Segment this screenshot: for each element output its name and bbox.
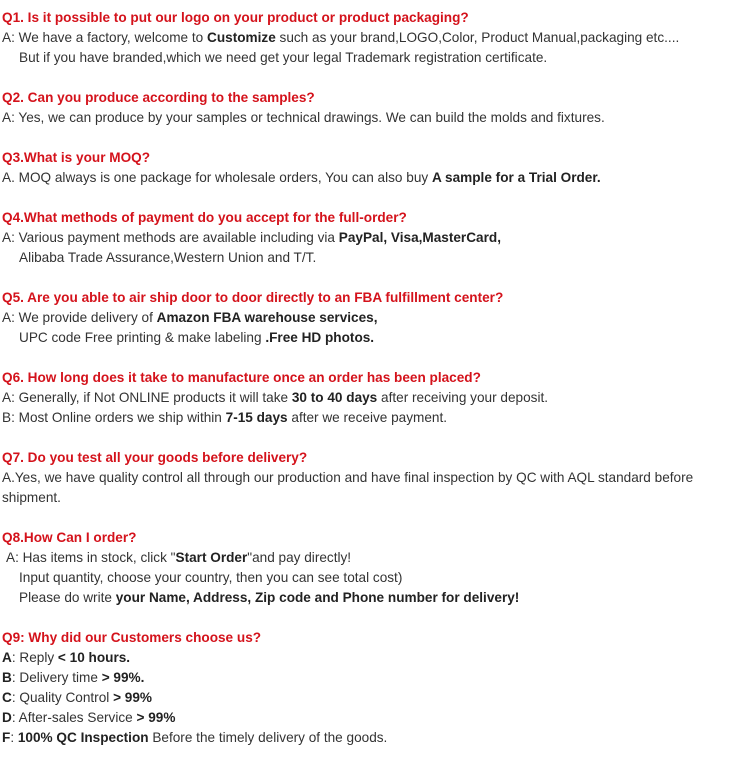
faq-question-7: Q7. Do you test all your goods before delivery? xyxy=(2,450,308,465)
faq-answer-9a xyxy=(2,648,748,668)
faq-answer-4a xyxy=(2,228,748,248)
faq-question-9: Q9: Why did our Customers choose us? xyxy=(2,630,262,645)
answer-text: : Reply xyxy=(11,650,58,665)
faq-answer-1b: But if you have branded,which we need get your legal Trademark registration certificate. xyxy=(19,50,548,65)
faq-answer-2a: A: Yes, we can produce by your samples or technical drawings. We can build the molds and fixtures. xyxy=(2,110,605,125)
faq-answer-8c xyxy=(2,588,748,608)
answer-text: UPC code Free printing & make labeling xyxy=(19,330,266,345)
faq-question-4: Q4.What methods of payment do you accept for the full-order? xyxy=(2,210,407,225)
faq-answer-8b: Input quantity, choose your country, then you can see total cost) xyxy=(19,570,403,585)
answer-text: such as your brand,LOGO,Color, Product Manual,packaging etc.... xyxy=(275,30,680,45)
answer-text: A: Various payment methods are available including via xyxy=(2,230,339,245)
answer-text: : xyxy=(10,730,18,745)
answer-bold-text: 7-15 days xyxy=(225,410,288,425)
answer-bold-text: 100% QC Inspection xyxy=(17,730,149,745)
answer-bold-text: > 99%. xyxy=(101,670,145,685)
faq-answer-8a xyxy=(2,548,748,568)
answer-bold-text: 30 to 40 days xyxy=(291,390,378,405)
faq-answer-7a: A.Yes, we have quality control all through our production and have final inspection by QC with AQL standard before shipment. xyxy=(2,470,694,505)
faq-question-8: Q8.How Can I order? xyxy=(2,530,137,545)
answer-text: A: Generally, if Not ONLINE products it will take xyxy=(2,390,292,405)
faq-answer-9b xyxy=(2,668,748,688)
faq-question-6: Q6. How long does it take to manufacture once an order has been placed? xyxy=(2,370,481,385)
faq-answer-6a xyxy=(2,388,748,408)
faq-answer-4b: Alibaba Trade Assurance,Western Union and T/T. xyxy=(19,250,317,265)
answer-text: Please do write xyxy=(19,590,116,605)
answer-text: A: We provide delivery of xyxy=(2,310,157,325)
answer-text: A: We have a factory, welcome to xyxy=(2,30,208,45)
answer-bold-text: your Name, Address, Zip code and Phone number for delivery! xyxy=(115,590,520,605)
answer-text: A: Has items in stock, click " xyxy=(6,550,176,565)
answer-bold-text: < 10 hours. xyxy=(57,650,131,665)
answer-text: after receiving your deposit. xyxy=(377,390,549,405)
answer-text: "and pay directly! xyxy=(247,550,352,565)
faq-answer-9f xyxy=(2,728,748,748)
answer-bold-text: A sample for a Trial Order. xyxy=(431,170,601,185)
answer-letter: D xyxy=(2,710,12,725)
faq-question-3: Q3.What is your MOQ? xyxy=(2,150,151,165)
answer-text: after we receive payment. xyxy=(287,410,448,425)
answer-text: B: Most Online orders we ship within xyxy=(2,410,226,425)
answer-bold-text: PayPal, Visa,MasterCard, xyxy=(338,230,501,245)
answer-bold-text: Amazon FBA warehouse services, xyxy=(156,310,378,325)
faq-question-2: Q2. Can you produce according to the samples? xyxy=(2,90,315,105)
answer-bold-text: .Free HD photos. xyxy=(265,330,375,345)
answer-text: : Quality Control xyxy=(11,690,114,705)
faq-answer-1a xyxy=(2,28,748,48)
answer-text: : After-sales Service xyxy=(11,710,137,725)
answer-bold-text: > 99% xyxy=(136,710,176,725)
answer-text: Before the timely delivery of the goods. xyxy=(148,730,388,745)
faq-answer-5b xyxy=(2,328,748,348)
faq-answer-9c xyxy=(2,688,748,708)
faq-answer-5a xyxy=(2,308,748,328)
faq-answer-9d xyxy=(2,708,748,728)
answer-letter: A xyxy=(2,650,12,665)
answer-text: A. MOQ always is one package for wholesale orders, You can also buy xyxy=(2,170,432,185)
answer-bold-text: Start Order xyxy=(175,550,248,565)
answer-text: : Delivery time xyxy=(11,670,102,685)
faq-question-5: Q5. Are you able to air ship door to door directly to an FBA fulfillment center? xyxy=(2,290,504,305)
faq-question-1: Q1. Is it possible to put our logo on your product or product packaging? xyxy=(2,10,469,25)
answer-letter: C xyxy=(2,690,12,705)
answer-bold-text: Customize xyxy=(207,30,276,45)
answer-bold-text: > 99% xyxy=(113,690,153,705)
faq-answer-6b xyxy=(2,408,748,428)
faq-answer-3a xyxy=(2,168,748,188)
answer-letter: F xyxy=(2,730,11,745)
answer-letter: B xyxy=(2,670,12,685)
